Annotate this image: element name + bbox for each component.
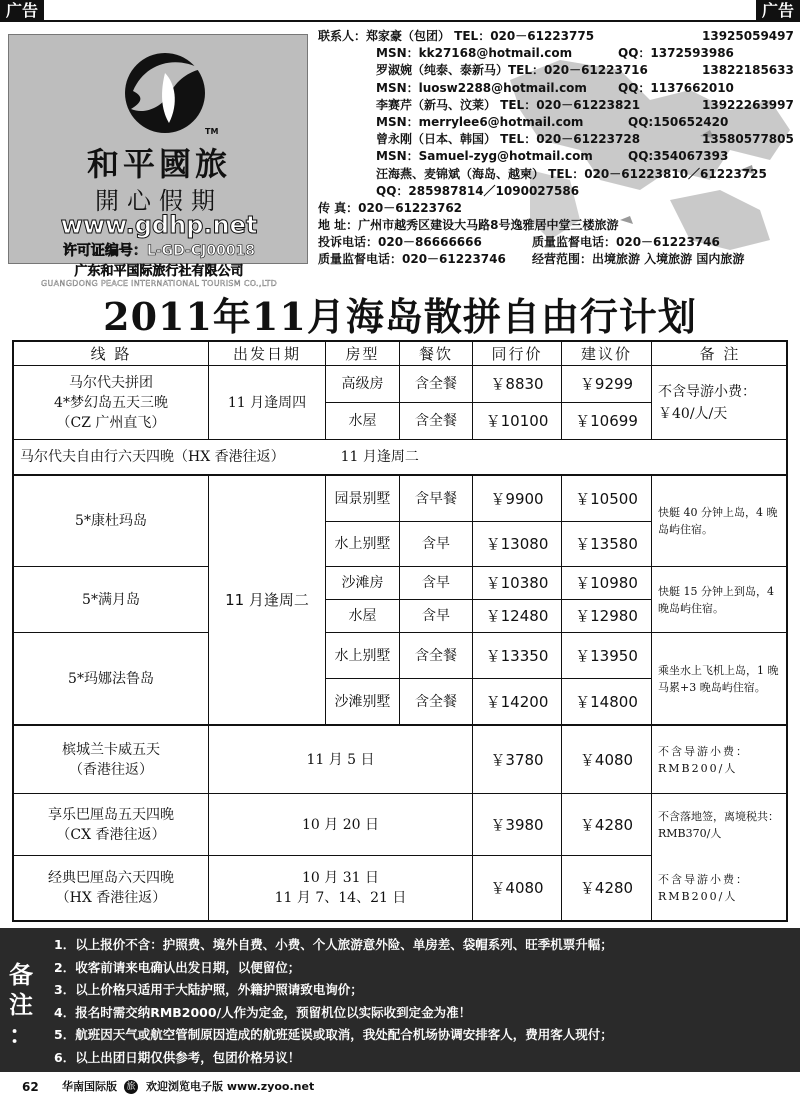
suggest-price: ￥4280 (562, 856, 652, 920)
note-cell: 不含导游小费：RMB200/人 (652, 726, 788, 794)
route-line: 经典巴厘岛六天四晚 (48, 870, 174, 886)
remark-item: 4．报名时需交纳RMB2000/人作为定金，预留机位以实际收到定金为准！ (54, 1004, 472, 1020)
contact-text: 李赛芹（新马、汶莱） TEL：020－61223821 (376, 97, 641, 112)
remark-item: 5．航班因天气或航空管制原因造成的航班延误或取消，我处配合机场协调安排客人，费用客人现付； (54, 1027, 613, 1043)
suggest-price: ￥4080 (562, 726, 652, 794)
maldives-free-date: 11 月逢周二 (340, 449, 419, 465)
note-cell: 快艇 40 分钟上岛，4 晚岛屿住宿。 (652, 476, 788, 567)
contact-row (318, 217, 798, 234)
room-type: 沙滩别墅 (326, 679, 400, 726)
remark-item: 3．以上价格只适用于大陆护照，外籍护照请致电询价； (54, 982, 363, 998)
peer-price: ￥14200 (473, 679, 562, 726)
header-notes: 备 注 (652, 342, 788, 366)
contact-phone: 13925059497 (702, 29, 794, 43)
meal-plan: 含全餐 (400, 633, 473, 679)
remarks-label (6, 960, 36, 1050)
island-name: 5*满月岛 (14, 567, 209, 633)
departure-date: 11 月 5 日 (209, 726, 473, 794)
contact-row (318, 234, 798, 251)
island-name: 5*康杜玛岛 (14, 476, 209, 567)
suggest-price: ￥10980 (562, 567, 652, 600)
complaint-phone: 投诉电话：020－86666666 (318, 235, 482, 250)
departure-date: 10 月 20 日 (209, 794, 473, 856)
remark-item: 6．以上出团日期仅供参考，包团价格另议！ (54, 1049, 301, 1065)
room-type: 水屋 (326, 600, 400, 633)
dove-logo-icon (105, 43, 225, 135)
remarks-label-char: ： (9, 1021, 33, 1049)
remarks-label-char: 备 (9, 961, 33, 989)
contact-row (318, 251, 798, 268)
peer-price: ￥10100 (473, 403, 562, 440)
contact-row (318, 97, 798, 114)
ad-label-left: 广告 (0, 0, 44, 22)
header-peer-price: 同行价 (473, 342, 562, 366)
contact-row (318, 183, 798, 200)
address: 地 址：广州市越秀区建设大马路8号逸雅居中堂三楼旅游 (318, 218, 619, 233)
meal-plan: 含早 (400, 600, 473, 633)
header-suggest-price: 建议价 (562, 342, 652, 366)
route-bali-5d (14, 794, 209, 856)
meal-plan: 含全餐 (400, 403, 473, 440)
note-cell: 快艇 15 分钟上到岛，4 晚岛屿住宿。 (652, 567, 788, 633)
contact-row (318, 45, 798, 62)
room-type: 水上别墅 (326, 633, 400, 679)
business-scope: 经营范围：出境旅游 入境旅游 国内旅游 (532, 252, 745, 267)
peer-price: ￥4080 (473, 856, 562, 920)
brand-name: 和平國旅 (86, 145, 231, 183)
suggest-price: ￥10699 (562, 403, 652, 440)
meal-plan: 含早 (400, 522, 473, 567)
room-type: 沙滩房 (326, 567, 400, 600)
route-line: （CX 香港往返） (56, 826, 166, 843)
contact-phone: 13580577805 (702, 132, 794, 147)
meal-plan: 含全餐 (400, 366, 473, 403)
maldives-free-row (14, 440, 788, 476)
peer-price: ￥9900 (473, 476, 562, 522)
date-line: 10 月 31 日 (302, 870, 379, 886)
page-title: 2011年11月海岛散拼自由行计划 (103, 294, 697, 339)
header-meal: 餐饮 (400, 342, 473, 366)
quality-phone: 质量监督电话：020－61223746 (318, 252, 506, 267)
contact-row (318, 200, 798, 217)
suggest-price: ￥13950 (562, 633, 652, 679)
contact-text: MSN：luosw2288@hotmail.com (376, 80, 587, 95)
meal-plan: 含早 (400, 567, 473, 600)
contact-row (318, 28, 798, 45)
quality-phone: 质量监督电话：020－61223746 (532, 235, 720, 250)
brand-slogan: 開心假期 (95, 187, 223, 215)
note-cell: 不含落地签，离境税共：RMB370/人 (658, 810, 779, 840)
route-line: 马尔代夫拼团 (69, 374, 153, 391)
peer-price: ￥13350 (473, 633, 562, 679)
route-penang (14, 726, 209, 794)
contact-row (318, 148, 798, 165)
departure-date (209, 856, 473, 920)
page-footer (0, 1076, 800, 1098)
peer-price: ￥13080 (473, 522, 562, 567)
contact-row (318, 62, 798, 79)
pricing-table (12, 340, 788, 922)
room-type: 水上别墅 (326, 522, 400, 567)
note-cell: 乘坐水上飞机上岛，1 晚马累+3 晚岛屿住宿。 (652, 633, 788, 726)
suggest-price: ￥13580 (562, 522, 652, 567)
room-type: 高级房 (326, 366, 400, 403)
route-line: （香港往返） (69, 761, 153, 778)
footer-slogan[interactable]: 欢迎浏览电子版 www.zyoo.net (146, 1080, 315, 1093)
suggest-price: ￥4280 (562, 794, 652, 856)
contact-text: 汪海燕、麦锦斌（海岛、越柬） TEL：020－61223810／61223725 (376, 166, 767, 181)
contact-qq: QQ:354067393 (628, 149, 729, 164)
magazine-name: 华南国际版 (62, 1080, 117, 1093)
maldives-free-route: 马尔代夫自由行六天四晚（HX 香港往返） (20, 449, 285, 465)
company-name: 广东和平国际旅行社有限公司 (74, 264, 244, 279)
remark-item: 1．以上报价不含：护照费、境外自费、小费、个人旅游意外险、单房差、袋帽系列、旺季机票升幅； (54, 937, 613, 952)
remarks-list (54, 934, 794, 1070)
header-route: 线 路 (14, 342, 209, 366)
peer-price: ￥8830 (473, 366, 562, 403)
note-cell: 不含导游小费：￥40/人/天 (652, 366, 788, 440)
route-line: （HX 香港往返） (55, 890, 167, 906)
company-logo-block (8, 34, 308, 288)
contact-row (318, 131, 798, 148)
peer-price: ￥3780 (473, 726, 562, 794)
header-date: 出发日期 (209, 342, 326, 366)
contact-text: 联系人：郑家豪（包团） TEL：020－61223775 (318, 29, 595, 43)
remark-item: 2．收客前请来电确认出发日期，以便留位； (54, 959, 301, 975)
remarks-label-char: 注 (9, 991, 33, 1019)
contact-text: 曾永刚（日本、韩国） TEL：020－61223728 (376, 132, 641, 147)
meal-plan: 含早餐 (400, 476, 473, 522)
contact-row (318, 114, 798, 131)
contact-text: MSN：kk27168@hotmail.com (376, 46, 573, 61)
contact-phone: 13922263997 (702, 97, 794, 112)
contact-qq: QQ:150652420 (628, 114, 729, 129)
suggest-price: ￥9299 (562, 366, 652, 403)
suggest-price: ￥12980 (562, 600, 652, 633)
contact-text: QQ：285987814／1090027586 (376, 183, 580, 198)
contact-qq: QQ：1137662010 (618, 80, 734, 95)
peer-price: ￥12480 (473, 600, 562, 633)
note-cell: 不含导游小费：RMB200/人 (658, 873, 749, 903)
route-bali-6d (14, 856, 209, 920)
departure-date: 11 月逢周四 (209, 366, 326, 440)
top-rule (0, 20, 800, 22)
header-room: 房型 (326, 342, 400, 366)
contact-text: MSN：Samuel-zyg@hotmail.com (376, 149, 593, 164)
contact-info (318, 28, 798, 269)
route-maldives-group (14, 366, 209, 440)
date-line: 11 月 7、14、21 日 (274, 890, 407, 906)
trademark-mark: TM (205, 127, 219, 136)
departure-date: 11 月逢周二 (209, 476, 326, 726)
license-number: 许可证编号：L-GD-CJ00018 (62, 243, 256, 259)
page-number: 62 (22, 1080, 39, 1094)
contact-phone: 13822185633 (702, 63, 794, 78)
route-line: 4*梦幻岛五天三晚 (54, 394, 168, 411)
island-name: 5*玛娜法鲁岛 (14, 633, 209, 726)
contact-qq: QQ：1372593986 (618, 46, 734, 61)
brand-website[interactable]: www.gdhp.net (60, 211, 258, 239)
magazine-badge-icon: 旅 (124, 1080, 138, 1094)
suggest-price: ￥14800 (562, 679, 652, 726)
contact-row (318, 80, 798, 97)
route-line: （CZ 广州直飞） (56, 414, 166, 431)
route-line: 槟城兰卡威五天 (62, 741, 160, 758)
room-type: 水屋 (326, 403, 400, 440)
suggest-price: ￥10500 (562, 476, 652, 522)
peer-price: ￥10380 (473, 567, 562, 600)
remarks-panel (0, 928, 800, 1072)
peer-price: ￥3980 (473, 794, 562, 856)
room-type: 园景别墅 (326, 476, 400, 522)
contact-text: 罗淑婉（纯泰、泰新马）TEL：020－61223716 (376, 63, 648, 78)
meal-plan: 含全餐 (400, 679, 473, 726)
ad-label-right: 广告 (756, 0, 800, 22)
contact-text: MSN：merrylee6@hotmail.com (376, 114, 584, 129)
company-name-en: GUANGDONG PEACE INTERNATIONAL TOURISM CO.,LTD (41, 279, 277, 288)
fax: 传 真：020－61223762 (318, 200, 463, 215)
contact-row (318, 166, 798, 183)
route-line: 享乐巴厘岛五天四晚 (48, 806, 174, 823)
